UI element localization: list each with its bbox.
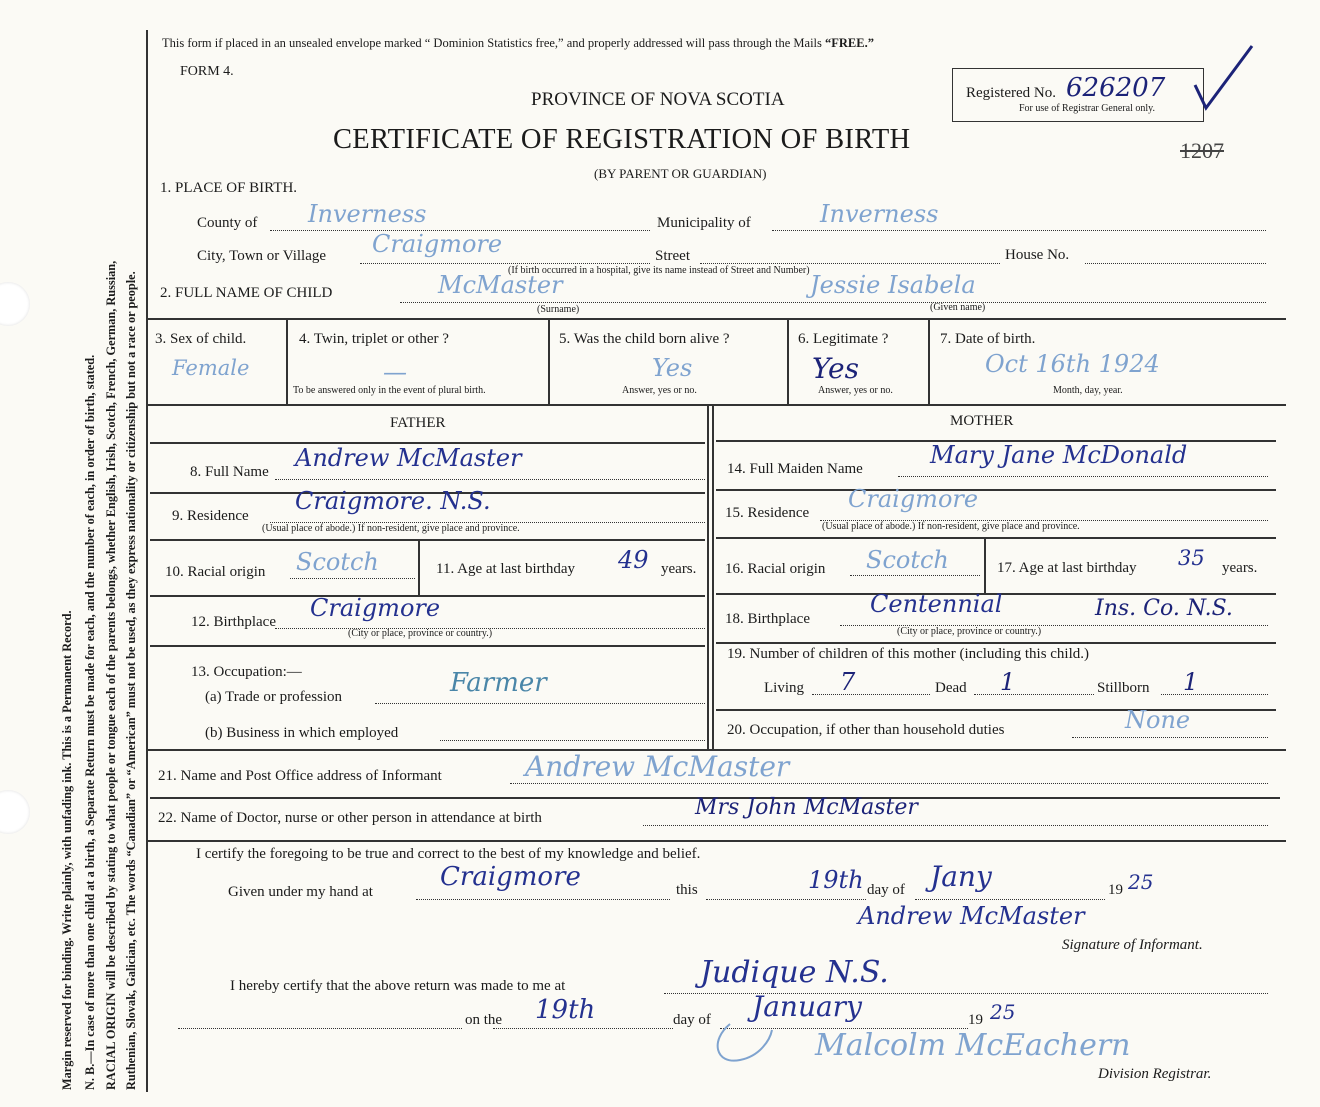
mother-residence-value: Craigmore — [848, 485, 979, 513]
city-value: Craigmore — [372, 230, 503, 258]
stillborn-value: 1 — [1183, 668, 1199, 696]
registrar-caption: Division Registrar. — [1098, 1066, 1212, 1082]
return-year-prefix: 19 — [968, 1012, 983, 1028]
mother-name-value: Mary Jane McDonald — [930, 441, 1188, 469]
dead-value: 1 — [1000, 668, 1016, 696]
father-age-value: 49 — [618, 546, 649, 574]
left-border — [146, 30, 148, 1092]
return-day-value: 19th — [535, 995, 596, 1025]
postal-note — [162, 36, 874, 51]
mother-age-value: 35 — [1178, 546, 1205, 570]
city-label: City, Town or Village — [197, 248, 327, 264]
page-subtitle: (BY PARENT OR GUARDIAN) — [594, 166, 767, 181]
given-year-prefix: 19 — [1108, 882, 1123, 898]
registrar-note: For use of Registrar General only. — [1019, 103, 1155, 114]
mother-birthplace-value: Centennial — [870, 590, 1003, 618]
father-name-label: 8. Full Name — [190, 464, 269, 480]
mother-heading: MOTHER — [950, 413, 1014, 429]
row-bottom-rule — [146, 404, 1286, 406]
ink-scribble — [700, 1020, 780, 1070]
father-name-value: Andrew McMaster — [295, 444, 522, 472]
child-given-value: Jessie Isabela — [810, 271, 976, 299]
racial-note-line-1: RACIAL ORIGIN will be described by stating to what people or tongue each of the parents belongs, whether English, Irish, Scotch, French, German, Russian, — [104, 260, 118, 1090]
informant-signature: Andrew McMaster — [858, 902, 1085, 930]
county-label: County of — [197, 215, 258, 231]
dead-label: Dead — [935, 680, 967, 696]
surname-caption: (Surname) — [537, 304, 580, 315]
father-birthplace-value: Craigmore — [310, 594, 441, 622]
postal-note-free: “FREE.” — [825, 36, 874, 50]
living-label: Living — [764, 680, 804, 696]
given-caption: (Given name) — [930, 302, 986, 313]
twin-value: — — [383, 358, 407, 386]
province-name: PROVINCE OF NOVA SCOTIA — [531, 89, 785, 110]
mother-racial-label: 16. Racial origin — [725, 561, 826, 577]
twin-note: To be answered only in the event of plural birth. — [293, 385, 486, 396]
form-number: FORM 4. — [180, 64, 234, 79]
given-place-value: Craigmore — [440, 862, 581, 892]
child-name-label: 2. FULL NAME OF CHILD — [160, 285, 333, 301]
place-of-birth-label: 1. PLACE OF BIRTH. — [160, 180, 298, 196]
street-note: (If birth occurred in a hospital, give its name instead of Street and Number) — [508, 265, 810, 276]
registered-label: Registered No. — [966, 85, 1056, 101]
alive-value: Yes — [652, 354, 693, 382]
mother-birthplace-label: 18. Birthplace — [725, 611, 810, 627]
mother-racial-value: Scotch — [866, 546, 949, 574]
page-title: CERTIFICATE OF REGISTRATION OF BIRTH — [333, 124, 911, 155]
father-birthplace-label: 12. Birthplace — [191, 614, 276, 630]
county-value: Inverness — [308, 200, 427, 228]
this-label: this — [676, 882, 698, 898]
dob-value: Oct 16th 1924 — [985, 350, 1160, 378]
trade-value: Farmer — [450, 668, 547, 698]
children-count-label: 19. Number of children of this mother (including this child.) — [727, 646, 1090, 662]
mother-occupation-label: 20. Occupation, if other than household duties — [727, 722, 1005, 738]
mother-age-label: 17. Age at last birthday — [997, 560, 1137, 576]
binder-hole-top — [0, 282, 30, 326]
given-year-suffix: 25 — [1128, 870, 1154, 894]
municipality-value: Inverness — [820, 200, 939, 228]
father-residence-note: (Usual place of abode.) If non-resident, give place and province. — [262, 523, 520, 534]
alive-note: Answer, yes or no. — [622, 385, 697, 396]
registrar-signature: Malcolm McEachern — [815, 1028, 1131, 1063]
informant-signature-caption: Signature of Informant. — [1062, 937, 1203, 953]
sex-label: 3. Sex of child. — [155, 331, 247, 347]
house-no-label: House No. — [1005, 247, 1070, 263]
father-residence-label: 9. Residence — [172, 508, 249, 524]
father-birthplace-note: (City or place, province or country.) — [348, 628, 493, 639]
row-top-rule — [146, 318, 1286, 320]
nb-note: N. B.—In case of more than one child at a birth, a Separate Return must be made for each, and the number of each, in order of birth, stated. — [83, 354, 97, 1090]
return-year-suffix: 25 — [990, 1000, 1016, 1024]
given-day-of-label: day of — [867, 882, 905, 898]
mother-years: years. — [1222, 560, 1258, 576]
given-day-value: 19th — [808, 866, 864, 894]
dob-label: 7. Date of birth. — [940, 331, 1036, 347]
alive-label: 5. Was the child born alive ? — [559, 331, 730, 347]
doctor-value: Mrs John McMaster — [695, 795, 918, 820]
business-label: (b) Business in which employed — [205, 725, 399, 741]
registered-value: 626207 — [1066, 73, 1166, 103]
municipality-label: Municipality of — [657, 215, 751, 231]
binder-hole-bottom — [0, 790, 30, 834]
legitimate-value: Yes — [812, 352, 859, 385]
mother-birthplace-value-2: Ins. Co. N.S. — [1095, 596, 1233, 621]
struck-number: 1207 — [1180, 138, 1224, 163]
postal-note-text: This form if placed in an unsealed envelope marked “ Dominion Statistics free,” and properly addressed will pass through the Mails — [162, 36, 826, 50]
return-statement: I hereby certify that the above return was made to me at — [230, 978, 566, 994]
dob-note: Month, day, year. — [1053, 385, 1123, 396]
return-day-of-label: day of — [673, 1012, 711, 1028]
living-value: 7 — [840, 668, 856, 696]
racial-note-line-2: Ruthenian, Slovak, Galician, etc. The words “Canadian” or “American” must not be used, as they express nationality or citizenship but not a race or people. — [124, 271, 138, 1090]
sex-value: Female — [172, 356, 250, 380]
father-years: years. — [661, 561, 697, 577]
margin-note: Margin reserved for binding. Write plainly, with unfading ink. This is a Permanent Record. — [60, 610, 74, 1090]
father-racial-label: 10. Racial origin — [165, 564, 266, 580]
mother-birthplace-note: (City or place, province or country.) — [897, 626, 1042, 637]
on-the-label: on the — [465, 1012, 503, 1028]
informant-label: 21. Name and Post Office address of Informant — [158, 768, 442, 784]
father-residence-value: Craigmore. N.S. — [295, 487, 491, 515]
trade-label: (a) Trade or profession — [205, 689, 343, 705]
stillborn-label: Stillborn — [1097, 680, 1150, 696]
informant-value: Andrew McMaster — [525, 750, 790, 783]
return-month-value: January — [752, 990, 862, 1023]
legitimate-note: Answer, yes or no. — [818, 385, 893, 396]
registration-box — [952, 68, 1204, 122]
mother-residence-label: 15. Residence — [725, 505, 810, 521]
father-age-label: 11. Age at last birthday — [436, 561, 575, 577]
mother-name-label: 14. Full Maiden Name — [727, 461, 863, 477]
father-heading: FATHER — [390, 415, 446, 431]
given-month-value: Jany — [930, 860, 992, 893]
child-surname-value: McMaster — [438, 271, 563, 299]
certify-statement: I certify the foregoing to be true and correct to the best of my knowledge and belief. — [196, 846, 701, 862]
legitimate-label: 6. Legitimate ? — [798, 331, 889, 347]
twin-label: 4. Twin, triplet or other ? — [299, 331, 449, 347]
mother-residence-note: (Usual place of abode.) If non-resident, give place and province. — [822, 521, 1080, 532]
given-under-label: Given under my hand at — [228, 884, 373, 900]
father-occupation-label: 13. Occupation:— — [191, 664, 302, 680]
check-mark — [1190, 40, 1260, 115]
mother-occupation-value: None — [1125, 706, 1191, 734]
doctor-label: 22. Name of Doctor, nurse or other person in attendance at birth — [158, 810, 542, 826]
street-label: Street — [655, 248, 690, 264]
father-racial-value: Scotch — [296, 548, 379, 576]
return-place-value: Judique N.S. — [700, 955, 889, 990]
parents-divider — [707, 406, 709, 750]
